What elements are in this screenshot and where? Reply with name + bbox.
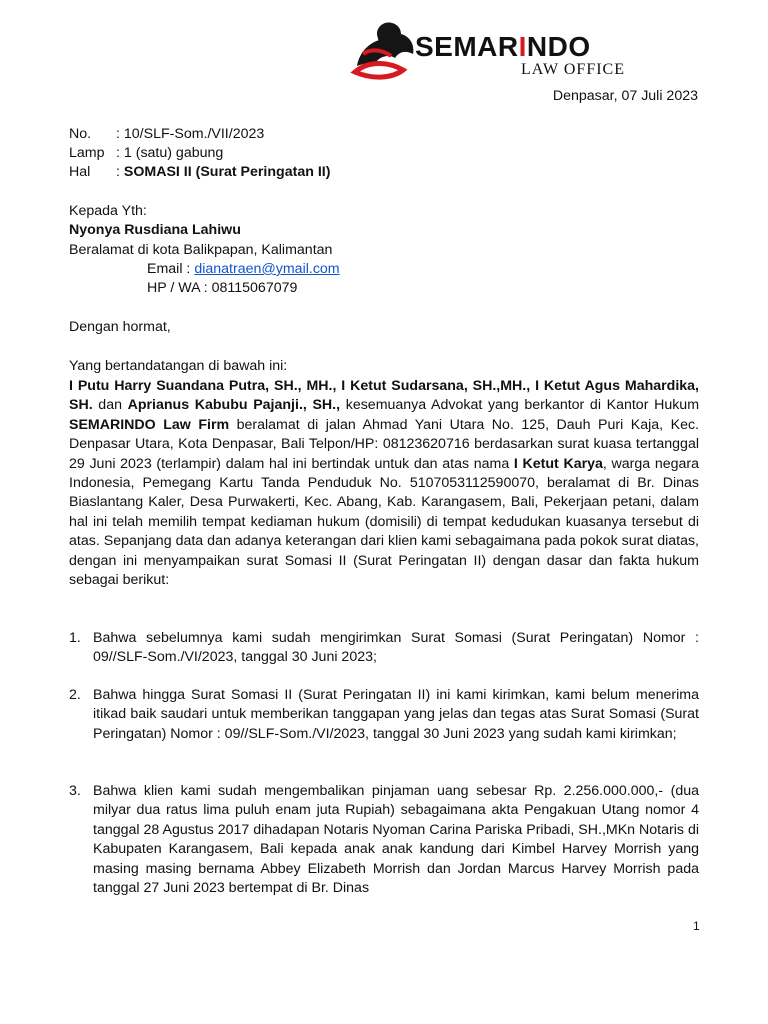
recipient-phone: HP / WA : 08115067079	[147, 280, 298, 296]
salutation: Dengan hormat,	[69, 319, 171, 335]
recipient-greeting: Kepada Yth:	[69, 203, 147, 219]
firm-emblem-icon	[349, 14, 419, 82]
list-item: 3. Bahwa klien kami sudah mengembalikan pinjaman uang sebesar Rp. 2.256.000.000,- (dua milyar dua ratus lima puluh enam juta Rupiah) sebagaimana akta Pengakuan Utang nomor 4 tanggal 28 Agustus 2017 dihadapan Notaris Nyoman Carina Pariska Pribadi, SH.,MKn Notaris di Kabupaten Karangasem, Bali kepada anak anak kandung dari Kimbel Harvey Morrish yang masing masing bernama Abbey Elizabeth Morrish dan Jordan Marcus Harvey Morrish pada tanggal 27 Juni 2023 bertempat di Br. Dinas	[69, 783, 699, 897]
letter-date: Denpasar, 07 Juli 2023	[552, 88, 698, 104]
firm-subtitle: LAW OFFICE	[521, 61, 625, 78]
firm-name: SEMARINDO	[415, 31, 591, 62]
reference-hal: Hal : SOMASI II (Surat Peringatan II)	[69, 164, 331, 180]
list-item: 1. Bahwa sebelumnya kami sudah mengirimkan Surat Somasi (Surat Peringatan) Nomor : 09//SLF-Som./VI/2023, tanggal 30 Juni 2023;	[69, 630, 699, 666]
recipient-email-line: Email : dianatraen@ymail.com	[147, 261, 340, 277]
list-item: 2. Bahwa hingga Surat Somasi II (Surat Peringatan II) ini kami kirimkan, kami belum menerima itikad baik saudari untuk memberikan tanggapan yang jelas dan tegas atas Surat Somasi (Surat Peringatan) Nomor : 09//SLF-Som./VI/2023, tanggal 30 Juni 2023 yang sudah kami kirimkan;	[69, 687, 699, 742]
reference-lamp: Lamp : 1 (satu) gabung	[69, 145, 224, 161]
recipient-name: Nyonya Rusdiana Lahiwu	[69, 222, 241, 238]
reference-no: No. : 10/SLF-Som./VII/2023	[69, 126, 265, 142]
recipient-address: Beralamat di kota Balikpapan, Kalimantan	[69, 242, 333, 258]
page-number: 1	[693, 919, 700, 933]
recipient-email-link[interactable]: dianatraen@ymail.com	[194, 261, 340, 277]
body-paragraph: I Putu Harry Suandana Putra, SH., MH., I Ketut Sudarsana, SH.,MH., I Ketut Agus Mahardika, SH. dan Aprianus Kabubu Pajanji., SH., kesemuanya Advokat yang berkantor di Kantor Hukum SEMARINDO Law Firm beralamat di jalan Ahmad Yani Utara No. 125, Dauh Puri Kaja, Kec. Denpasar Utara, Kota Denpasar, Bali Telpon/HP: 08123620716 berdasarkan surat kuasa tertanggal 29 Juni 2023 (terlampir) dalam hal ini bertindak untuk dan atas nama I Ketut Karya, warga negara Indonesia, Pemegang Kartu Tanda Penduduk No. 5107053112590070, beralamat di Br. Dinas Biaslantang Kaler, Desa Purwakerti, Kec. Abang, Kab. Karangasem, Bali, Pekerjaan petani, dalam hal ini telah memilih tempat kediaman hukum (domisili) di tempat kedudukan kuasanya tersebut di atas. Sepanjang data dan adanya keterangan dari klien kami sebagaimana pada pokok surat diatas, dengan ini menyampaikan surat Somasi II (Surat Peringatan II) dengan dasar dan fakta hukum sebagai berikut:	[69, 378, 700, 589]
intro-line: Yang bertandatangan di bawah ini:	[69, 358, 288, 374]
